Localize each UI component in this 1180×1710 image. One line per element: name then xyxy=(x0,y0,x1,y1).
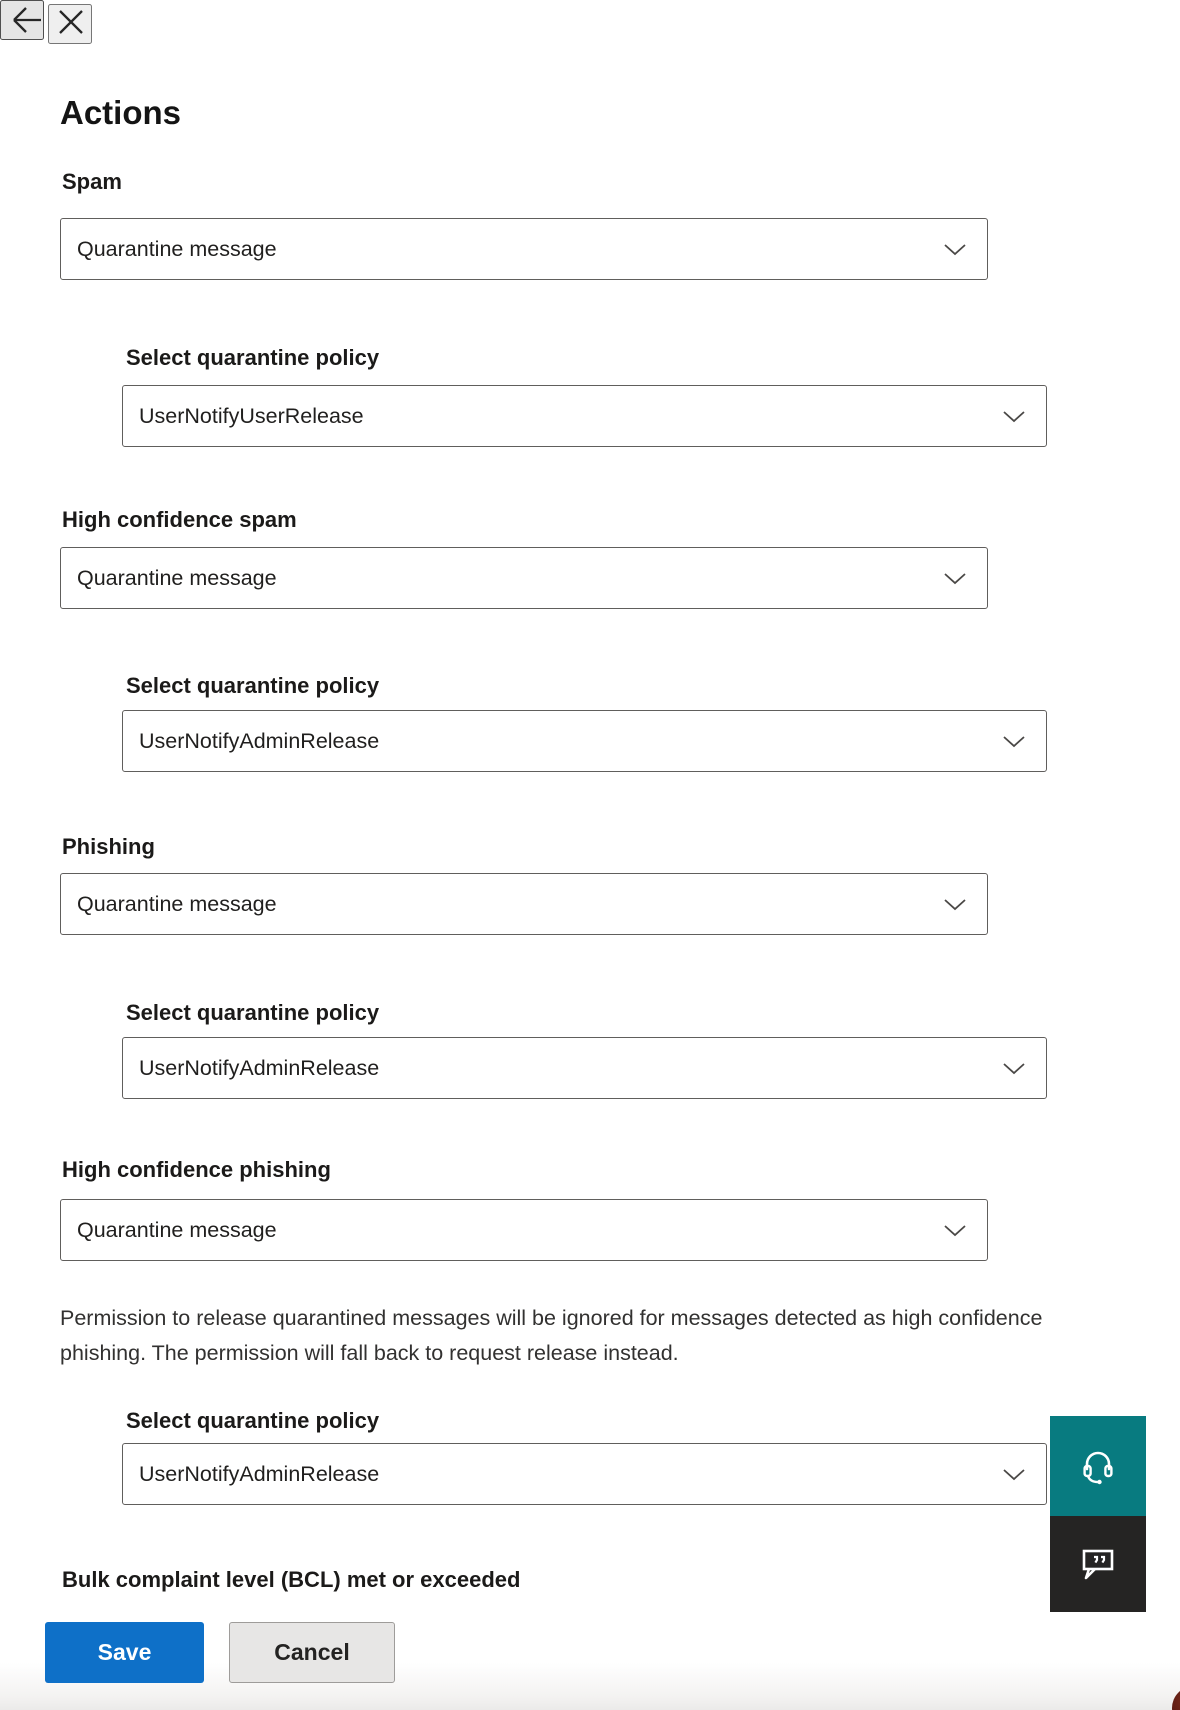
headset-icon xyxy=(1078,1445,1118,1487)
spam-quarantine-policy-value: UserNotifyUserRelease xyxy=(139,403,364,428)
feedback-button[interactable] xyxy=(1050,1516,1146,1612)
spam-quarantine-policy-dropdown[interactable] xyxy=(122,385,1047,447)
phishing-policy-label: Select quarantine policy xyxy=(126,1000,380,1025)
high-confidence-spam-policy-label: Select quarantine policy xyxy=(126,673,380,698)
back-arrow-icon xyxy=(8,3,44,37)
high-confidence-phishing-quarantine-policy-dropdown[interactable] xyxy=(122,1443,1047,1505)
high-confidence-spam-action-value: Quarantine message xyxy=(77,565,277,590)
high-confidence-spam-quarantine-policy-value: UserNotifyAdminRelease xyxy=(139,728,380,753)
cancel-button[interactable]: Cancel xyxy=(229,1622,395,1683)
chevron-down-icon xyxy=(1002,1062,1026,1075)
chevron-down-icon xyxy=(1002,735,1026,748)
back-button[interactable] xyxy=(0,0,44,40)
close-button[interactable] xyxy=(48,4,92,44)
high-confidence-phishing-policy-label: Select quarantine policy xyxy=(126,1408,380,1433)
section-label-spam: Spam xyxy=(62,169,122,194)
chevron-down-icon xyxy=(1002,1468,1026,1481)
phishing-quarantine-policy-dropdown[interactable] xyxy=(122,1037,1047,1099)
phishing-quarantine-policy-value: UserNotifyAdminRelease xyxy=(139,1055,380,1080)
page-title: Actions xyxy=(60,94,182,131)
high-confidence-spam-action-dropdown[interactable] xyxy=(60,547,988,609)
spam-action-value: Quarantine message xyxy=(77,236,277,261)
chevron-down-icon xyxy=(1002,410,1026,423)
section-label-high-confidence-spam: High confidence spam xyxy=(62,507,297,532)
save-button[interactable]: Save xyxy=(45,1622,204,1683)
high-confidence-phishing-note: Permission to release quarantined messages will be ignored for messages detected as high confidence phishing. The permission will fall back to request release instead. xyxy=(60,1306,1043,1365)
section-label-phishing: Phishing xyxy=(62,834,155,859)
high-confidence-phishing-action-value: Quarantine message xyxy=(77,1217,277,1242)
high-confidence-phishing-quarantine-policy-value: UserNotifyAdminRelease xyxy=(139,1461,380,1486)
footer-bar xyxy=(0,1592,1180,1710)
close-icon xyxy=(56,7,86,37)
high-confidence-spam-quarantine-policy-dropdown[interactable] xyxy=(122,710,1047,772)
help-button[interactable] xyxy=(1050,1416,1146,1516)
chevron-down-icon xyxy=(943,572,967,585)
chevron-down-icon xyxy=(943,898,967,911)
spam-policy-label: Select quarantine policy xyxy=(126,345,380,370)
section-label-bulk-complaint-level: Bulk complaint level (BCL) met or exceeded xyxy=(62,1567,521,1592)
high-confidence-phishing-action-dropdown[interactable] xyxy=(60,1199,988,1261)
phishing-action-value: Quarantine message xyxy=(77,891,277,916)
chevron-down-icon xyxy=(943,243,967,256)
section-label-high-confidence-phishing: High confidence phishing xyxy=(62,1157,331,1182)
phishing-action-dropdown[interactable] xyxy=(60,873,988,935)
spam-action-dropdown[interactable] xyxy=(60,218,988,280)
chevron-down-icon xyxy=(943,1224,967,1237)
chat-bubble-icon xyxy=(1077,1544,1119,1584)
